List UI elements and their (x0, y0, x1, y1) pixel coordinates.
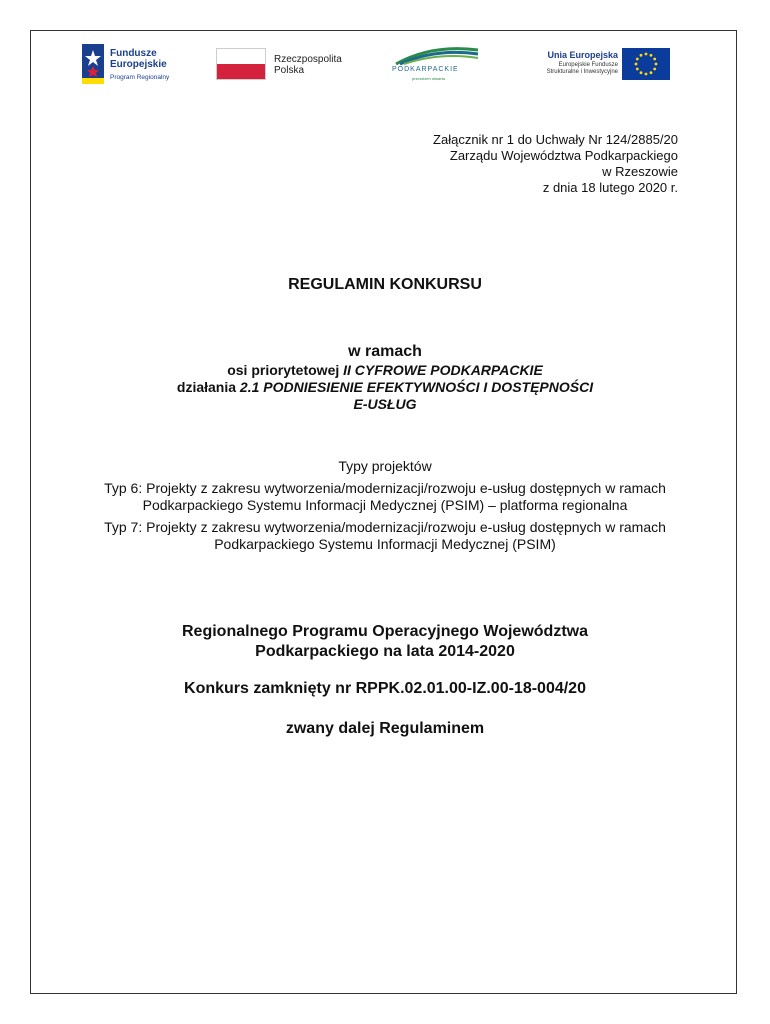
program-name (40, 622, 730, 662)
axis-line (40, 362, 730, 379)
program-line1: Regionalnego Programu Operacyjnego Województwa (182, 623, 588, 640)
action-prefix: działania (176, 379, 237, 395)
annex-note (433, 132, 678, 196)
action-name: 2.1 PODNIESIENIE EFEKTYWNOŚCI I DOSTĘPNOŚCI (239, 379, 594, 395)
ue-line3: Strukturalne i Inwestycyjne (546, 69, 618, 75)
logo-bar (82, 42, 672, 86)
podkarpackie-swoosh-icon (392, 42, 482, 66)
axis-block (40, 362, 730, 413)
eu-flag-icon (622, 48, 670, 80)
fundusze-star-icon (82, 44, 104, 84)
contest-number: Konkurs zamknięty nr RPPK.02.01.00-IZ.00-18-004/20 (184, 680, 586, 697)
hereinafter-note: zwany dalej Regulaminem (285, 720, 485, 737)
fundusze-text (110, 48, 169, 83)
project-types (40, 458, 730, 558)
annex-line2: Zarządu Województwa Podkarpackiego (449, 148, 678, 163)
rp-line2: Polska (274, 65, 305, 76)
rp-line1: Rzeczpospolita (274, 54, 342, 65)
type-6: Typ 6: Projekty z zakresu wytworzenia/modernizacji/rozwoju e-usług dostępnych w ramach Podkarpackiego Systemu Informacji Medycznej (PSIM) – platforma regionalna (104, 480, 666, 513)
poland-flag-icon (216, 48, 266, 80)
rzeczpospolita-text (274, 54, 342, 76)
axis-prefix: osi priorytetowej (227, 362, 340, 378)
ue-line2: Europejskie Fundusze (558, 62, 618, 68)
podkarpackie-tagline: przestrzeń otwarta (412, 76, 445, 81)
annex-line3: w Rzeszowie (602, 164, 678, 179)
fundusze-europejskie-logo (82, 42, 202, 86)
unia-text (518, 50, 618, 76)
podkarpackie-name: PODKARPACKIE (392, 66, 459, 73)
rzeczpospolita-logo (216, 42, 366, 86)
annex-line1: Załącznik nr 1 do Uchwały Nr 124/2885/20 (433, 132, 678, 147)
action-line (40, 379, 730, 396)
fundusze-line2: Europejskie (110, 59, 167, 70)
axis-name: II CYFROWE PODKARPACKIE (343, 362, 543, 378)
fundusze-line1: Fundusze (110, 48, 157, 59)
w-ramach-heading: w ramach (348, 343, 422, 360)
document-title: REGULAMIN KONKURSU (288, 276, 482, 293)
unia-europejska-logo (518, 42, 670, 86)
podkarpackie-logo (392, 42, 482, 86)
action-line2 (40, 396, 730, 413)
type-7: Typ 7: Projekty z zakresu wytworzenia/modernizacji/rozwoju e-usług dostępnych w ramach Podkarpackiego Systemu Informacji Medycznej (PSIM) (104, 519, 666, 552)
fundusze-line3: Program Regionalny (110, 74, 170, 81)
annex-line4: z dnia 18 lutego 2020 r. (542, 180, 678, 195)
types-heading: Typy projektów (338, 458, 432, 474)
action-name2: E-USŁUG (353, 396, 417, 412)
ue-line1: Unia Europejska (547, 50, 618, 60)
program-line2: Podkarpackiego na lata 2014-2020 (255, 643, 515, 660)
